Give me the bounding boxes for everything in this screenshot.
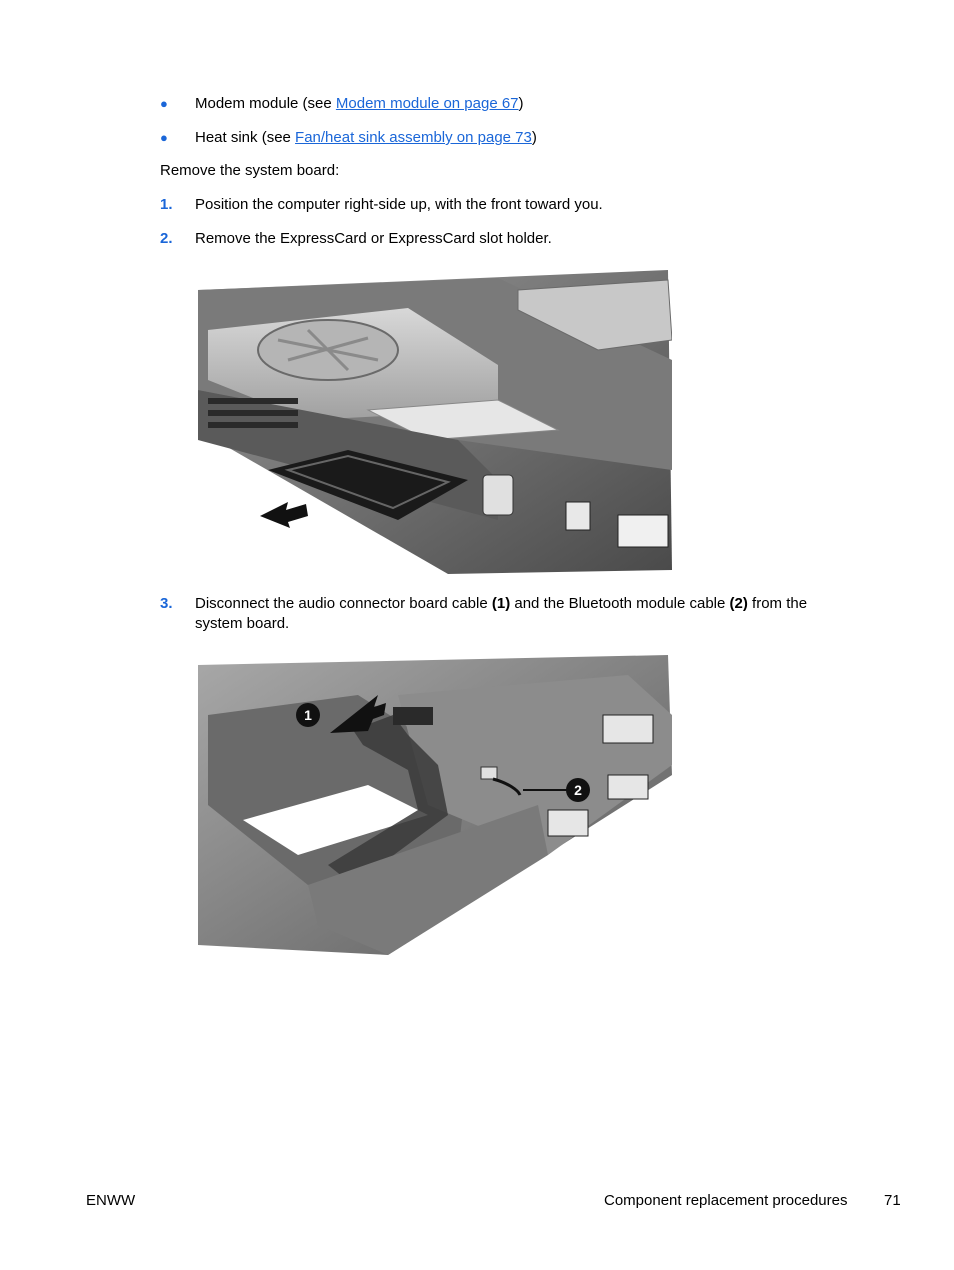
fan-heat-sink-link[interactable]: Fan/heat sink assembly on page 73 (295, 129, 532, 146)
list-item-text: Heat sink (see (195, 129, 296, 146)
footer-section: Component replacement procedures (604, 1192, 848, 1209)
list-item (195, 94, 524, 114)
step-text: Position the computer right-side up, with the front toward you. (195, 196, 603, 213)
page-number: 71 (884, 1192, 901, 1209)
callout-1: 1 (304, 707, 312, 723)
expresscard-removal-figure (198, 270, 672, 574)
list-item-text: ) (518, 95, 524, 112)
step-number: 3. (160, 595, 173, 612)
step-text-continued: system board. (195, 615, 290, 632)
intro-text: Remove the system board: (160, 162, 340, 179)
step-number: 2. (160, 230, 173, 247)
bullet-icon: ● (160, 130, 168, 145)
step-text-part: and the Bluetooth module cable (510, 595, 730, 612)
cable-disconnect-figure (198, 655, 672, 955)
footer-left: ENWW (86, 1192, 136, 1209)
step-text-part: from the (747, 595, 808, 612)
step-text: Remove the ExpressCard or ExpressCard slot holder. (195, 230, 552, 247)
bullet-icon: ● (160, 96, 168, 111)
list-item (195, 128, 537, 148)
list-item-text: ) (531, 129, 537, 146)
step-text-part: Disconnect the audio connector board cable (195, 595, 492, 612)
list-item-text: Modem module (see (195, 95, 336, 112)
step-text (195, 594, 807, 614)
step-number: 1. (160, 196, 173, 213)
modem-module-link[interactable]: Modem module on page 67 (335, 95, 519, 112)
callout-ref-2: (2) (729, 595, 748, 612)
callout-ref-1: (1) (491, 595, 511, 612)
callout-2: 2 (574, 782, 582, 798)
